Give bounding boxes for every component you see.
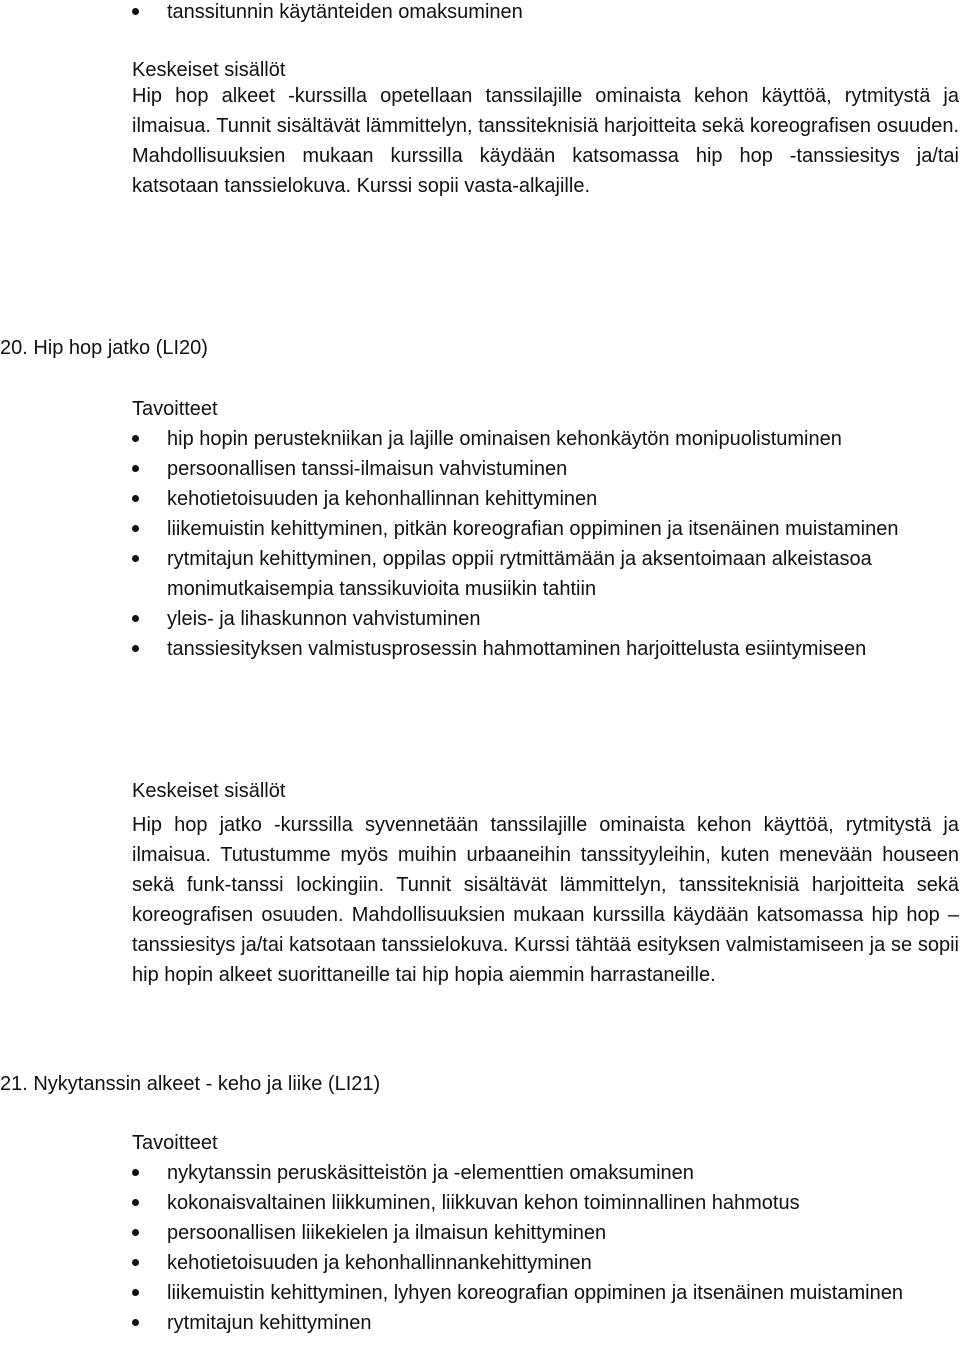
content-paragraph: Hip hop jatko -kurssilla syvennetään tanssilajille ominaista kehon käyttöä, rytmitystä ja ilmaisua. Tutustumme myös muihin urbaaneihin tanssityyleihin, kuten menevään houseen sekä funk-tanssi lockingiin. Tunnit sisältävät lämmittelyn, tanssiteknisiä harjoitteita sekä koreografisen osuuden. Mahdollisuuksien mukaan kurssilla käydään katsomassa hip hop –tanssiesitys ja/tai katsotaan tanssielokuva. Kurssi tähtää esityksen valmistamiseen ja se sopii hip hopin alkeet suorittaneille tai hip hopia aiemmin harrastaneille. xyxy=(132,814,959,986)
list-item: persoonallisen tanssi-ilmaisun vahvistuminen xyxy=(0,454,960,484)
list-item: tanssiesityksen valmistusprosessin hahmottaminen harjoittelusta esiintymiseen xyxy=(0,634,960,664)
section-title-21: 21. Nykytanssin alkeet - keho ja liike (LI21) xyxy=(0,1073,381,1095)
list-item: liikemuistin kehittyminen, pitkän koreografian oppiminen ja itsenäinen muistaminen xyxy=(0,514,960,544)
list-item: tanssitunnin käytänteiden omaksuminen xyxy=(0,0,960,27)
list-item: persoonallisen liikekielen ja ilmaisun kehittyminen xyxy=(0,1218,960,1248)
list-item: rytmitajun kehittyminen, oppilas oppii rytmittämään ja aksentoimaan alkeistasoa monimutkaisempia tanssikuvioita musiikin tahtiin xyxy=(0,544,960,604)
list-item: nykytanssin peruskäsitteistön ja -elementtien omaksuminen xyxy=(0,1158,960,1188)
bullet-icon xyxy=(132,1199,139,1206)
goals-heading: Tavoitteet xyxy=(132,398,218,420)
list-item: yleis- ja lihaskunnon vahvistuminen xyxy=(0,604,960,634)
bullet-icon xyxy=(132,615,139,622)
list-item: kokonaisvaltainen liikkuminen, liikkuvan kehon toiminnallinen hahmotus xyxy=(0,1188,960,1218)
list-item: kehotietoisuuden ja kehonhallinnan kehittyminen xyxy=(0,484,960,514)
bullet-icon xyxy=(132,435,139,442)
list-item: hip hopin perustekniikan ja lajille ominaisen kehonkäytön monipuolistuminen xyxy=(0,424,960,454)
bullet-icon xyxy=(132,8,139,15)
section-title-20: 20. Hip hop jatko (LI20) xyxy=(0,337,208,359)
bullet-icon xyxy=(132,1289,139,1296)
bullet-icon xyxy=(132,555,139,562)
bullet-icon xyxy=(132,1169,139,1176)
list-item: liikemuistin kehittyminen, lyhyen koreografian oppiminen ja itsenäinen muistaminen xyxy=(0,1278,960,1308)
bullet-icon xyxy=(132,1319,139,1326)
bullet-icon xyxy=(132,465,139,472)
top-bullet-list xyxy=(0,0,960,27)
goals-heading: Tavoitteet xyxy=(132,1132,218,1154)
content-paragraph: Hip hop alkeet -kurssilla opetellaan tanssilajille ominaista kehon käyttöä, rytmitystä ja ilmaisua. Tunnit sisältävät lämmittelyn, tanssiteknisiä harjoitteita sekä koreografisen osuuden. Mahdollisuuksien mukaan kurssilla käydään katsomassa hip hop -tanssiesitys ja/tai katsotaan tanssielokuva. Kurssi sopii vasta-alkajille. xyxy=(132,85,959,197)
list-item: kehotietoisuuden ja kehonhallinnankehittyminen xyxy=(0,1248,960,1278)
goals-list-21 xyxy=(0,1158,960,1338)
goals-list-20 xyxy=(0,424,960,664)
bullet-icon xyxy=(132,525,139,532)
bullet-icon xyxy=(132,1259,139,1266)
bullet-icon xyxy=(132,645,139,652)
content-heading: Keskeiset sisällöt xyxy=(132,59,286,81)
bullet-icon xyxy=(132,1229,139,1236)
bullet-icon xyxy=(132,495,139,502)
list-item: rytmitajun kehittyminen xyxy=(0,1308,960,1338)
content-heading: Keskeiset sisällöt xyxy=(132,780,286,802)
